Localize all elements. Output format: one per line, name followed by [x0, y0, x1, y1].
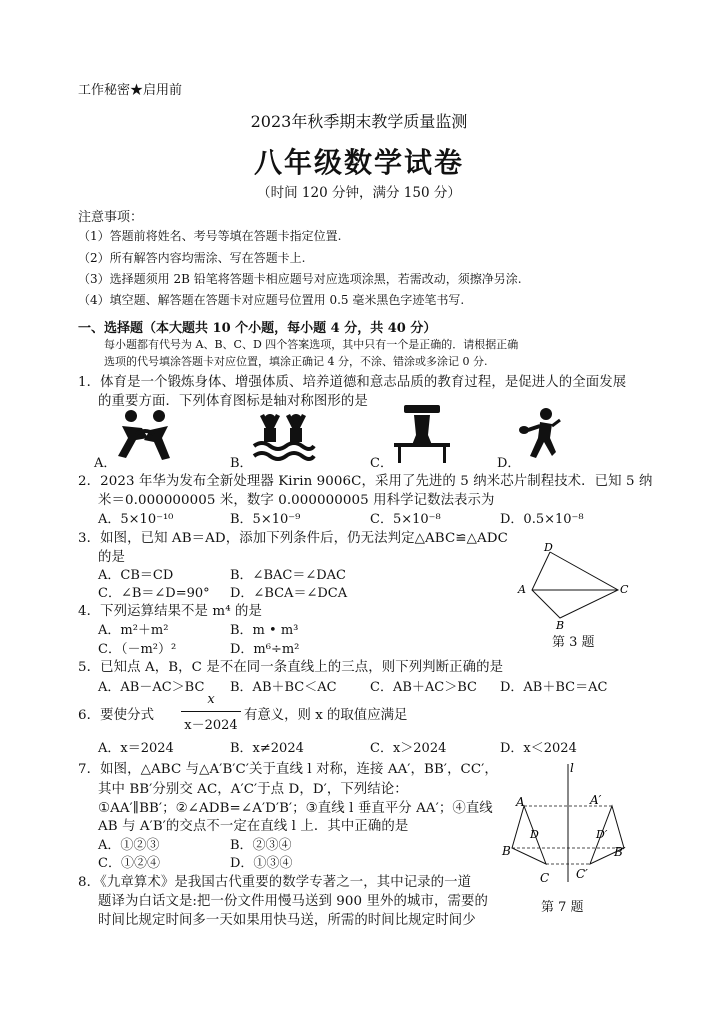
q7-option-d: D．①③④ — [230, 856, 293, 871]
section-instructions: 每小题都有代号为 A、B、C、D 四个答案选项，其中只有一个是正确的．请根据正确 — [104, 338, 519, 351]
q8-stem: 8．《九章算术》是我国古代重要的数学专著之一，其中记录的一道 — [78, 875, 472, 890]
wrestling-icon — [114, 408, 176, 464]
q3-label-c: C — [620, 583, 629, 596]
q6-option-c: C．x＞2024 — [370, 741, 447, 756]
badminton-icon — [518, 406, 564, 462]
q7-option-c: C．①②④ — [98, 856, 160, 871]
q7-caption: 第 7 题 — [541, 900, 584, 915]
q2-option-c: C．5×10⁻⁸ — [370, 512, 441, 527]
q4-option-b: B．m • m³ — [230, 623, 299, 638]
note-item: （3）选择题须用 2B 铅笔将答题卡相应题号对应选项涂黑，若需改动，须擦净另涂. — [78, 272, 522, 286]
note-item: （4）填空题、解答题在答题卡对应题号位置用 0.5 毫米黑色字迹笔书写. — [78, 293, 465, 307]
q3-option-a: A．CB＝CD — [98, 568, 174, 583]
note-item: （2）所有解答内容均需涂、写在答题卡上. — [78, 251, 306, 265]
section-instructions: 选项的代号填涂答题卡对应位置，填涂正确记 4 分，不涂、错涂或多涂记 0 分. — [104, 355, 488, 368]
section-heading: 一、选择题（本大题共 10 个小题，每小题 4 分，共 40 分） — [78, 321, 437, 336]
notes-heading: 注意事项： — [78, 210, 144, 225]
q4-option-a: A．m²＋m² — [98, 623, 169, 638]
q7-label-d: D — [530, 828, 539, 841]
table-tennis-icon — [392, 403, 452, 465]
q3-stem: 的是 — [98, 550, 125, 565]
q7-stem: ①AA′∥BB′；②∠ADB=∠A′D′B′；③直线 l 垂直平分 AA′；④直线 — [98, 801, 493, 816]
q5-option-a: A．AB－AC＞BC — [98, 680, 205, 695]
q8-stem: 时间比规定时间多一天如果用快马送，所需的时间比规定时间少 — [98, 913, 476, 928]
q2-option-b: B．5×10⁻⁹ — [230, 512, 301, 527]
q7-label-b-prime: B′ — [614, 845, 626, 859]
q6-fraction-denominator: x－2024 — [184, 718, 238, 733]
q7-label-a: A — [516, 795, 525, 809]
q2-option-a: A．5×10⁻¹⁰ — [98, 512, 174, 527]
q6-stem-pre: 6．要使分式 — [78, 708, 155, 723]
q3-label-a: A — [518, 583, 526, 596]
q7-option-a: A．①②③ — [98, 838, 160, 853]
time-info: （时间 120 分钟，满分 150 分） — [257, 185, 461, 201]
q2-stem: 2．2023 年华为发布全新处理器 Kirin 9006C，采用了先进的 5 纳米芯片制程技术．已知 5 纳 — [78, 474, 653, 489]
exam-name: 2023年秋季期末教学质量监测 — [250, 112, 468, 131]
q7-label-b: B — [502, 844, 511, 858]
q7-label-a-prime: A′ — [590, 793, 602, 807]
q5-option-d: D．AB＋BC＝AC — [500, 680, 608, 695]
q6-fraction-bar — [181, 711, 241, 712]
q7-figure — [500, 758, 640, 898]
q8-stem: 题译为白话文是:把一份文件用慢马送到 900 里外的城市，需要的 — [98, 894, 488, 909]
note-item: （1）答题前将姓名、考号等填在答题卡指定位置. — [78, 229, 342, 243]
q1-option-d: D． — [497, 456, 521, 471]
q7-stem: AB 与 A′B′的交点不一定在直线 l 上．其中正确的是 — [98, 819, 409, 834]
q4-option-d: D．m⁶÷m² — [230, 642, 300, 657]
q6-option-b: B．x≠2024 — [230, 741, 304, 756]
q7-stem: 其中 BB′分别交 AC，A′C′于点 D，D′，下列结论： — [98, 782, 408, 797]
q3-option-b: B．∠BAC＝∠DAC — [230, 568, 346, 583]
q7-label-c-prime: C′ — [576, 867, 588, 881]
q2-stem: 米＝0.000000005 米，数字 0.000000005 用科学记数法表示为 — [98, 493, 495, 508]
q7-label-d-prime: D′ — [596, 828, 608, 841]
q1-option-b: B． — [230, 456, 253, 471]
q2-option-d: D．0.5×10⁻⁸ — [500, 512, 584, 527]
q1-stem: 1．体育是一个锻炼身体、增强体质、培养道德和意志品质的教育过程，是促进人的全面发展 — [78, 375, 627, 390]
q6-fraction-numerator: x — [207, 692, 215, 707]
q1-stem: 的重要方面．下列体育图标是轴对称图形的是 — [98, 394, 368, 409]
q3-option-c: C．∠B＝∠D=90° — [98, 586, 210, 601]
q6-option-a: A．x＝2024 — [98, 741, 174, 756]
q5-option-b: B．AB＋BC＜AC — [230, 680, 337, 695]
q5-stem: 5．已知点 A，B，C 是不在同一条直线上的三点，则下列判断正确的是 — [78, 660, 504, 675]
q3-figure — [510, 540, 630, 630]
q3-label-b: B — [556, 619, 565, 630]
q7-label-l: l — [570, 761, 574, 775]
q5-option-c: C．AB＋AC＞BC — [370, 680, 477, 695]
q7-label-c: C — [540, 871, 550, 885]
q7-option-b: B．②③④ — [230, 838, 292, 853]
q3-caption: 第 3 题 — [552, 635, 595, 650]
q3-label-d: D — [544, 541, 553, 554]
q4-option-c: C．（－m²）² — [98, 642, 177, 657]
confidential-note: 工作秘密★启用前 — [78, 83, 183, 98]
q7-stem: 7．如图，△ABC 与△A′B′C′关于直线 l 对称，连接 AA′，BB′，CC′， — [78, 762, 498, 777]
paper-title: 八年级数学试卷 — [253, 146, 464, 179]
q1-option-a: A． — [94, 456, 117, 471]
q3-option-d: D．∠BCA＝∠DCA — [230, 586, 348, 601]
q1-option-c: C． — [370, 456, 393, 471]
q4-stem: 4．下列运算结果不是 m⁴ 的是 — [78, 604, 262, 619]
synchronized-swimming-icon — [250, 410, 316, 464]
q3-stem: 3．如图，已知 AB＝AD，添加下列条件后，仍无法判定△ABC≌△ADC — [78, 531, 508, 546]
q6-stem-post: 有意义，则 x 的取值应满足 — [244, 708, 408, 723]
q6-option-d: D．x＜2024 — [500, 741, 577, 756]
